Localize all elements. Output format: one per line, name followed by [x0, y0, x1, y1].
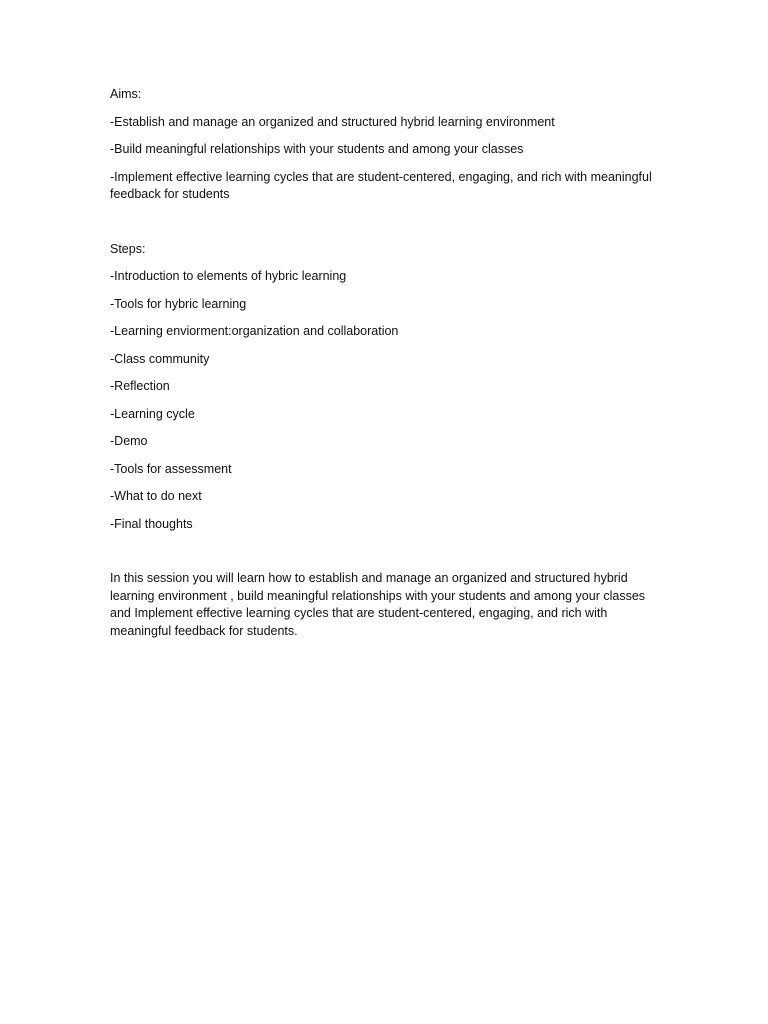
summary-paragraph: In this session you will learn how to establish and manage an organized and structured hybrid learning environment , build meaningful relationships with your students and among your classes and Implement effective learning cycles that are student-centered, engaging, and rich with meaningful feedback for students. [110, 571, 646, 638]
step-item: -Reflection [110, 379, 170, 393]
step-item: -Introduction to elements of hybric learning [110, 269, 347, 283]
step-item: -Demo [110, 434, 148, 448]
step-item: -Learning cycle [110, 406, 195, 421]
steps-heading: Steps: [110, 241, 146, 256]
aim-item: -Implement effective learning cycles that are student-centered, engaging, and rich with meaningful feedback for students [110, 169, 652, 201]
step-item: -What to do next [110, 489, 202, 503]
aim-item: -Build meaningful relationships with your students and among your classes [110, 142, 524, 156]
steps-section [110, 241, 655, 534]
section-spacer [110, 214, 655, 241]
aim-item: -Establish and manage an organized and structured hybrid learning environment [110, 114, 555, 129]
aims-section [110, 86, 655, 204]
aims-heading: Aims: [110, 87, 142, 101]
step-item: -Tools for assessment [110, 461, 232, 476]
document-body [110, 86, 655, 650]
section-spacer [110, 543, 655, 570]
steps-list [110, 268, 655, 533]
step-item: -Final thoughts [110, 516, 193, 531]
step-item: -Learning enviorment:organization and collaboration [110, 324, 399, 338]
step-item: -Class community [110, 351, 210, 366]
step-item: -Tools for hybric learning [110, 296, 247, 311]
